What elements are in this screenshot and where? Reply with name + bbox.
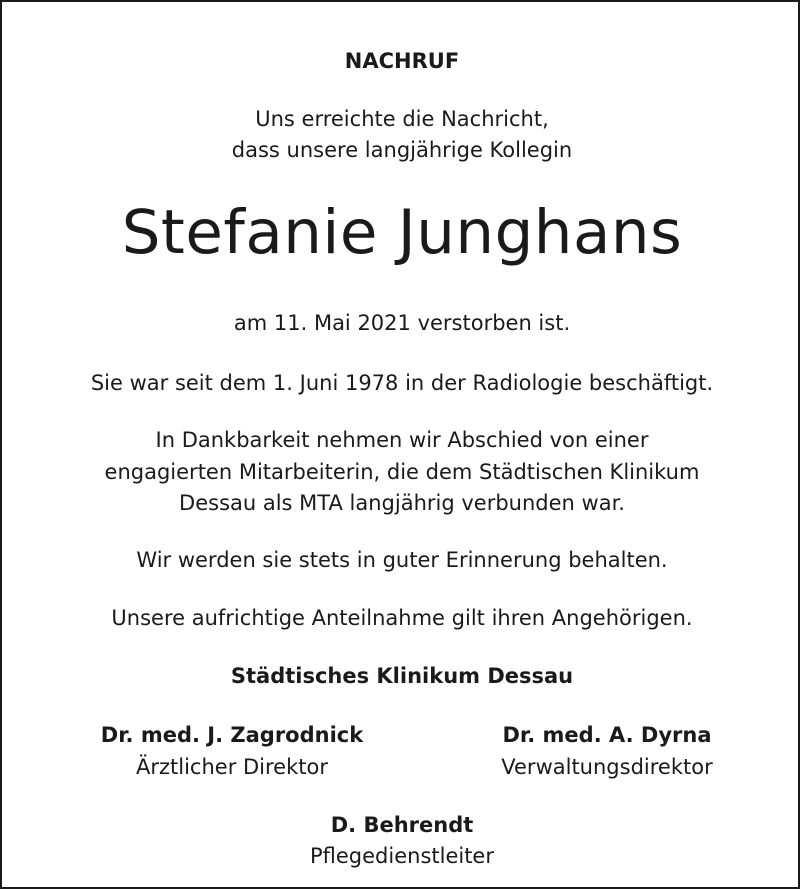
tribute-line-3: Dessau als MTA langjährig verbunden war. bbox=[179, 491, 625, 515]
signatory-right-title: Verwaltungsdirektor bbox=[501, 755, 713, 779]
signatory-right-name: Dr. med. A. Dyrna bbox=[502, 723, 712, 747]
organization-name: Städtisches Klinikum Dessau bbox=[230, 664, 574, 688]
signatory-bottom-name: D. Behrendt bbox=[330, 813, 474, 837]
signatory-left-name: Dr. med. J. Zagrodnick bbox=[100, 723, 364, 747]
intro-line-1: Uns erreichte die Nachricht, bbox=[255, 107, 549, 131]
intro-line-2: dass unsere langjährige Kollegin bbox=[231, 138, 573, 162]
memory-line: Wir werden sie stets in guter Erinnerung behalten. bbox=[136, 548, 668, 572]
signatory-left-title: Ärztlicher Direktor bbox=[136, 755, 328, 779]
signatory-bottom-title: Pflegedienstleiter bbox=[309, 844, 494, 868]
employment-line: Sie war seit dem 1. Juni 1978 in der Radiologie beschäftigt. bbox=[90, 371, 714, 395]
heading: NACHRUF bbox=[344, 49, 460, 73]
condolence-line: Unsere aufrichtige Anteilnahme gilt ihren Angehörigen. bbox=[111, 606, 693, 630]
date-line: am 11. Mai 2021 verstorben ist. bbox=[233, 311, 571, 335]
tribute-line-2: engagierten Mitarbeiterin, die dem Städtischen Klinikum bbox=[104, 460, 700, 484]
tribute-line-1: In Dankbarkeit nehmen wir Abschied von einer bbox=[155, 428, 649, 452]
deceased-name: Stefanie Junghans bbox=[121, 197, 683, 268]
